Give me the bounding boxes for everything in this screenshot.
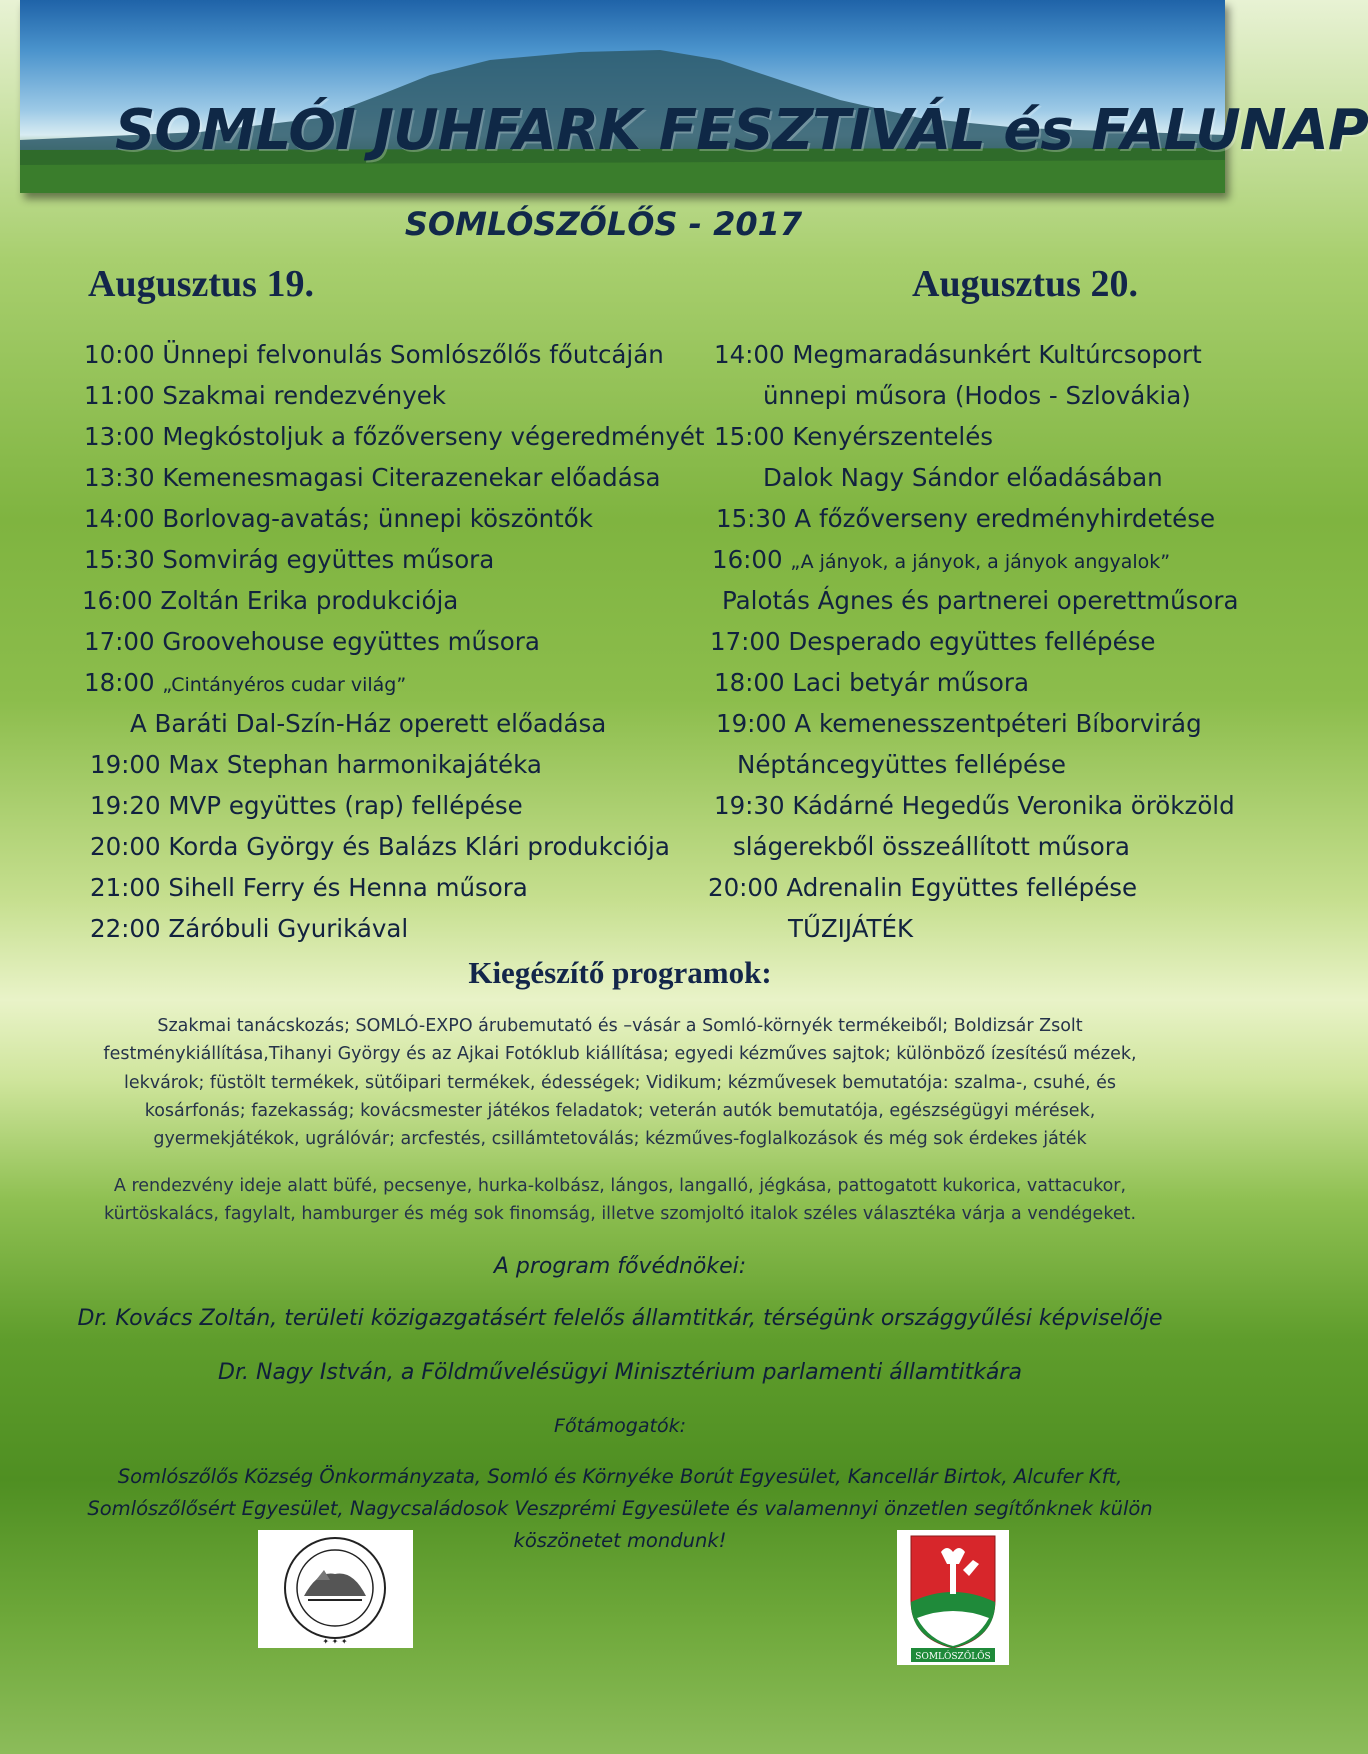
program-row: 10:00 Ünnepi felvonulás Somlószőlős főutcáján (84, 340, 664, 369)
program-row: 15:00 Kenyérszentelés (714, 422, 994, 451)
program-row: 15:30 A főzőverseny eredményhirdetése (716, 504, 1216, 533)
program-row: 16:00 Zoltán Erika produkciója (82, 586, 459, 615)
program-row: TŰZIJÁTÉK (788, 914, 914, 943)
festival-title: SOMLÓI JUHFARK FESZTIVÁL és FALUNAP (115, 98, 1368, 163)
program-row: 13:30 Kemenesmagasi Citerazenekar előadása (84, 463, 661, 492)
program-row: Dalok Nagy Sándor előadásában (763, 463, 1163, 492)
borut-seal-logo (258, 1530, 413, 1648)
svg-text:✦ ✦ ✦: ✦ ✦ ✦ (322, 1637, 348, 1646)
program-row: 19:00 Max Stephan harmonikajátéka (90, 750, 542, 779)
program-row: Néptáncegyüttes fellépése (737, 750, 1066, 779)
program-row: A Baráti Dal-Szín-Ház operett előadása (130, 709, 607, 738)
program-row: 19:30 Kádárné Hegedűs Veronika örökzöld (714, 791, 1235, 820)
somloszolos-coat-of-arms (897, 1530, 1009, 1665)
sponsors-heading: Főtámogatók: (554, 1415, 686, 1437)
day-heading-aug-19: Augusztus 19. (88, 263, 314, 305)
program-row: 22:00 Záróbuli Gyurikával (90, 914, 409, 943)
sponsors-line-1: Somlószőlős Község Önkormányzata, Somló és Környéke Borút Egyesület, Kancellár Birtok, Alcufer Kft, (117, 1465, 1123, 1488)
program-row: 11:00 Szakmai rendezvények (84, 381, 446, 410)
seal-icon (258, 1530, 413, 1648)
festival-subtitle: SOMLÓSZŐLŐS - 2017 (404, 205, 803, 243)
program-row: slágerekből összeállított műsora (733, 832, 1130, 861)
sponsors-line-2: Somlószőlősért Egyesület, Nagycsaládosok Veszprémi Egyesülete és valamennyi önzetlen segítőnknek külön (87, 1497, 1153, 1520)
program-row: 17:00 Desperado együttes fellépése (710, 627, 1156, 656)
coat-of-arms-icon (897, 1530, 1009, 1665)
program-row: 18:00 „Cintányéros cudar világ” (84, 668, 407, 697)
program-row: 17:00 Groovehouse együttes műsora (84, 627, 540, 656)
program-row: 21:00 Sihell Ferry és Henna műsora (90, 873, 528, 902)
patrons-heading: A program fővédnökei: (493, 1254, 747, 1279)
landscape-image (20, 0, 1368, 193)
program-row: 14:00 Borlovag-avatás; ünnepi köszöntők (84, 504, 593, 533)
program-row: 15:30 Somvirág együttes műsora (84, 545, 495, 574)
day-heading-aug-20: Augusztus 20. (912, 263, 1138, 305)
program-row: 19:20 MVP együttes (rap) fellépése (90, 791, 523, 820)
patron-2: Dr. Nagy István, a Földművelésügyi Minisztérium parlamenti államtitkára (218, 1360, 1022, 1385)
program-row: Palotás Ágnes és partnerei operettműsora (722, 586, 1239, 615)
program-row: 14:00 Megmaradásunkért Kultúrcsoport (714, 340, 1202, 369)
program-row: ünnepi műsora (Hodos - Szlovákia) (763, 381, 1191, 410)
catering-paragraph: A rendezvény ideje alatt büfé, pecsenye, hurka-kolbász, lángos, langalló, jégkása, pattogatott kukorica, vattacukor, kürtöskalács, fagylalt, hamburger és még sok finomság, illetve szomjoltó italok széles választéka várja a vendégeket. (103, 1176, 1137, 1225)
program-row: 20:00 Korda György és Balázs Klári produkciója (90, 832, 670, 861)
patron-1: Dr. Kovács Zoltán, területi közigazgatásért felelős államtitkár, térségünk országgyűlési képviselője (77, 1306, 1163, 1331)
header-banner-photo (20, 0, 1368, 193)
program-row: 18:00 Laci betyár műsora (714, 668, 1029, 697)
sponsors-line-3: köszönetet mondunk! (513, 1529, 727, 1552)
program-row: 13:00 Megkóstoljuk a főzőverseny végeredményét (84, 422, 705, 451)
program-row: 16:00 „A jányok, a jányok, a jányok angyalok” (712, 545, 1171, 574)
coat-of-arms-caption: SOMLÓSZŐLŐS (915, 1652, 991, 1662)
program-row: 20:00 Adrenalin Együttes fellépése (708, 873, 1138, 902)
program-row: 19:00 A kemenesszentpéteri Bíborvirág (716, 709, 1202, 738)
extras-paragraph: Szakmai tanácskozás; SOMLÓ-EXPO árubemutató és –vásár a Somló-környék termékeiből; Boldizsár Zsolt festménykiállítása,Tihanyi György és az Ajkai Fotóklub kiállítása; egyedi kézműves sajtok; különböző ízesítésű mézek, lekvárok; füstölt termékek, sütőipari termékek, édességek; Vidikum; kézművesek bemutatója: szalma-, csuhé, és kosárfonás; fazekasság; kovácsmester játékos feladatok; veterán autók bemutatója, egészségügyi mérések, gyermekjátékok, ugrálóvár; arcfestés, csillámtetoválás; kézműves-foglalkozások és még sok érdekes játék (103, 1016, 1137, 1150)
extras-heading: Kiegészítő programok: (468, 955, 772, 990)
